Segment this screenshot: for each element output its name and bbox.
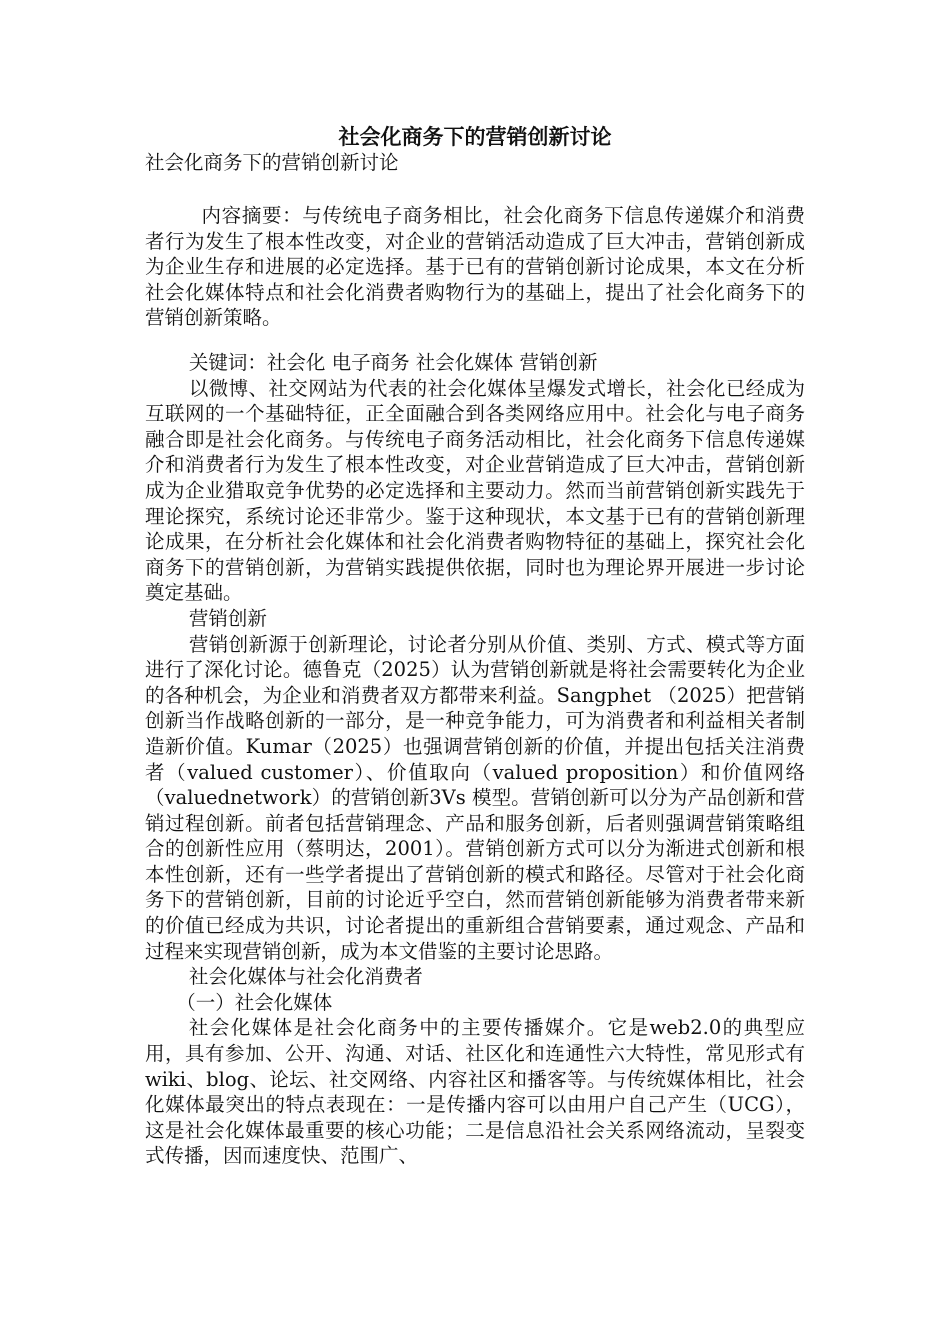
abstract-block — [145, 203, 805, 331]
keywords-line: 关键词：社会化 电子商务 社会化媒体 营销创新 — [188, 351, 598, 374]
marketing-innovation-paragraph: 营销创新源于创新理论，讨论者分别从价值、类别、方式、模式等方面进行了深化讨论。德鲁克（2025）认为营销创新就是将社会需要转化为企业的各种机会，为企业和消费者双方都带来利益。Sangphet （2025）把营销创新当作战略创新的一部分，是一种竞争能力，可为消费者和利益相关者制造新价值。Kumar（2025）也强调营销创新的价值，并提出包括关注消费者（valued customer）、价值取向（valued proposition）和价值网络（valuednetwork）的营销创新3Vs 模型。营销创新可以分为产品创新和营销过程创新。前者包括营销理念、产品和服务创新，后者则强调营销策略组合的创新性应用（蔡明达，2001）。营销创新方式可以分为渐进式创新和根本性创新，还有一些学者提出了营销创新的模式和路径。尽管对于社会化商务下的营销创新，目前的讨论近乎空白，然而营销创新能够为消费者带来新的价值已经成为共识，讨论者提出的重新组合营销要素，通过观念、产品和过程来实现营销创新，成为本文借鉴的主要讨论思路。 — [145, 632, 805, 963]
intro-paragraph: 以微博、社交网站为代表的社会化媒体呈爆发式增长，社会化已经成为互联网的一个基础特征，正全面融合到各类网络应用中。社会化与电子商务融合即是社会化商务。与传统电子商务活动相比，社会化商务下信息传递媒介和消费者行为发生了根本性改变，对企业营销造成了巨大冲击，营销创新成为企业猎取竞争优势的必定选择和主要动力。然而当前营销创新实践先于理论探究，系统讨论还非常少。鉴于这种现状，本文基于已有的营销创新理论成果，在分析社会化媒体和社会化消费者购物特征的基础上，探究社会化商务下的营销创新，为营销实践提供依据，同时也为理论界开展进一步讨论奠定基础。 — [145, 376, 805, 605]
abstract-paragraph: 内容摘要：与传统电子商务相比，社会化商务下信息传递媒介和消费者行为发生了根本性改变，对企业的营销活动造成了巨大冲击，营销创新成为企业生存和进展的必定选择。基于已有的营销创新讨论成果，本文在分析社会化媒体特点和社会化消费者购物行为的基础上，提出了社会化商务下的营销创新策略。 — [145, 204, 805, 330]
document-title: 社会化商务下的营销创新讨论 — [338, 124, 612, 149]
section-heading-social-media-consumers: 社会化媒体与社会化消费者 — [188, 965, 423, 989]
social-media-paragraph: 社会化媒体是社会化商务中的主要传播媒介。它是web2.0的典型应用，具有参加、公开、沟通、对话、社区化和连通性六大特性，常见形式有wiki、blog、论坛、社交网络、内容社区和播客等。与传统媒体相比，社会化媒体最突出的特点表现在：一是传播内容可以由用户自己产生（UCG），这是社会化媒体最重要的核心功能；二是信息沿社会关系网络流动，呈裂变式传播，因而速度快、范围广、 — [145, 1016, 805, 1168]
main-text — [145, 350, 805, 1169]
subsection-heading-social-media: （一）社会化媒体 — [176, 990, 333, 1014]
section-heading-marketing-innovation: 营销创新 — [188, 606, 267, 630]
document-subtitle: 社会化商务下的营销创新讨论 — [145, 151, 399, 174]
